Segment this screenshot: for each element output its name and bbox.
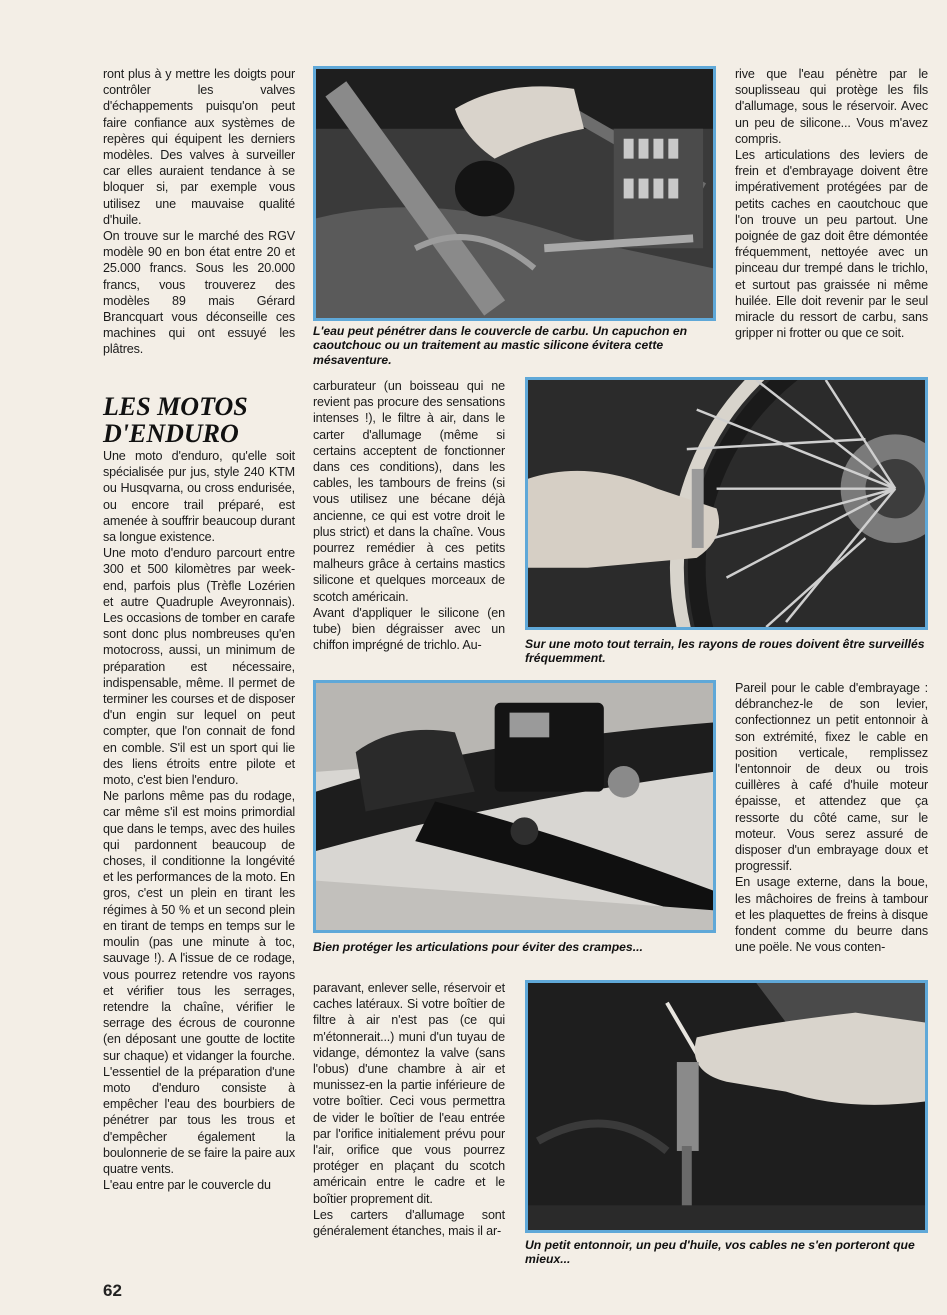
paragraph: Les carters d'allumage sont généralement étanches, mais il ar- xyxy=(313,1207,505,1239)
photo-carburetor-cover xyxy=(313,66,716,321)
photo-lever-articulation xyxy=(313,680,716,933)
caption-carburetor: L'eau peut pénétrer dans le couvercle de carbu. Un capuchon en caoutchouc ou un traitement au mastic silicone évitera cette mésaventure. xyxy=(313,324,688,367)
headline-line-2: D'ENDURO xyxy=(103,419,239,448)
paragraph: En usage externe, dans la boue, les mâchoires de freins à tambour et les plaquettes de freins à disque fondent comme du beurre dans une poële. Ne vous conten- xyxy=(735,875,928,955)
paragraph: Les articulations des leviers de frein et d'embrayage doivent être impérativement protégées par de petits caches en caoutchouc que l'on trouve un peu partout. Une poignée de gaz doit être démontée fréquemment, nettoyée avec un pinceau dur trempé dans le trichlo, et surtout pas graissée ni même huilée. Elle doit revenir par le seul miracle du ressort de carbu, sans gripper ni frotter ou que ce soit. xyxy=(735,148,928,341)
photo-wheel-spokes xyxy=(525,377,928,630)
article-column-left-top xyxy=(103,66,295,358)
paragraph: Pareil pour le cable d'embrayage : débranchez-le de son levier, confectionnez un petit entonnoir à son extrémité, fixez le cable en position verticale, remplissez l'entonnoir de deux ou trois cuillères à café d'huile moteur épaisse, et attendez que ça ressorte du côté came, sur le moteur. Vous serez assuré de disposer d'un embrayage doux et progressif. xyxy=(735,681,928,874)
paragraph: Ne parlons même pas du rodage, car même s'il est moins primordial que dans le temps, avec des huiles qui pardonnent beaucoup de choses, il conditionne la longévité et les performances de la moto. En gros, c'est un plein en tirant les régimes à 50 % et un second plein en tirant de temps en temps sur le moulin (pas une minute à toc, sauvage !). A l'issue de ce rodage, vous pourrez retendre vos rayons et vérifier tous les serrages, retendre la chaîne, vérifier le serrage des écrous de couronne (en déposant une goutte de loctite sur chaque) et vidanger la fourche. L'essentiel de la préparation d'une moto d'enduro consiste à empêcher l'eau des bourbiers de pénétrer par tous les trous et d'empêcher également la boulonnerie de se faire la paire aux quatre vents. xyxy=(103,789,295,1176)
wheel-spokes-photo-image xyxy=(528,380,925,627)
photo-oil-funnel xyxy=(525,980,928,1233)
paragraph: On trouve sur le marché des RGV modèle 90 en bon état entre 20 et 25.000 francs. Sous les 20.000 francs, vous trouverez des modèles 89 mais Gérard Brancquart vous déconseille ces machines qui ont essuyé les plâtres. xyxy=(103,229,295,357)
article-column-right-middle xyxy=(735,680,928,955)
article-column-right-top xyxy=(735,66,928,341)
paragraph: Une moto d'enduro parcourt entre 300 et 500 kilomètres par week-end, parfois plus (Trèfle Lozérien et autre Quadruple Aveyronnais). Les occasions de tomber en carafe sont donc plus nombreuses qu'en motocross, aussi, un minimum de préparation est nécessaire, indispensable, même. Il permet de terminer les courses et de disposer d'un engin sur lequel on peut compter, que l'on connait de fond en comble. S'il est un sport qui lie des liens étroits entre pilote et moto, c'est bien l'enduro. xyxy=(103,546,295,788)
paragraph: carburateur (un boisseau qui ne revient pas procure des sensations intenses !), le filtre à air, dans le carter d'allumage (même si certains acceptent de fonctionner dans ces conditions), dans les cables, les tambours de freins (si vous utilisez une bécane déjà ancienne, ce qui est votre droit le plus strict) et dans la chaîne. Vous pourrez remédier à ces petits malheurs grâce à certains mastics silicone et quelques morceaux de scotch américain. xyxy=(313,379,505,604)
article-column-center-middle xyxy=(313,378,505,653)
caption-lever: Bien protéger les articulations pour éviter des crampes... xyxy=(313,940,643,954)
article-column-left-bottom xyxy=(103,448,295,1193)
headline-line-1: LES MOTOS xyxy=(103,392,248,421)
carburetor-photo-image xyxy=(316,69,713,318)
paragraph: Avant d'appliquer le silicone (en tube) bien dégraisser avec un chiffon imprégné de trichlo. Au- xyxy=(313,605,505,653)
paragraph: rive que l'eau pénètre par le souplisseau qui protège les fils d'allumage, sous le réservoir. Avec un peu de silicone... Vous m'avez compris. xyxy=(735,67,928,146)
page-number: 62 xyxy=(103,1281,122,1300)
paragraph: ront plus à y mettre les doigts pour contrôler les valves d'échappements puisqu'on peut faire confiance aux systèmes de repères qui équipent les derniers modèles. Des valves à surveiller car elles auraient tendance à se bloquer si, par exemple vous utilisez une mauvaise qualité d'huile. xyxy=(103,67,295,227)
article-column-center-bottom xyxy=(313,980,505,1239)
funnel-photo-image xyxy=(528,983,925,1230)
section-headline xyxy=(103,393,298,447)
paragraph: paravant, enlever selle, réservoir et caches latéraux. Si votre boîtier de filtre à air n'est pas (ce qui m'étonnerait...) muni d'un tuyau de vidange, démontez la valve (sans l'obus) d'une chambre à air et munissez-en la partie inférieure de votre boîtier. Ceci vous permettra de vider le boîtier de l'eau entrée par l'orifice initialement prévu pour l'air, orifice que vous pourrez protéger en plaçant du scotch américain entre le cadre et le boîtier proprement dit. xyxy=(313,981,505,1206)
lever-photo-image xyxy=(316,683,713,930)
paragraph: L'eau entre par le couvercle du xyxy=(103,1178,271,1193)
paragraph: Une moto d'enduro, qu'elle soit spécialisée pur jus, style 240 KTM ou Husqvarna, ou cross endurisée, ou encore trail préparé, est amenée à souffrir beaucoup durant sa longue existence. xyxy=(103,449,295,545)
caption-wheel-spokes: Sur une moto tout terrain, les rayons de roues doivent être surveillés fréquemment. xyxy=(525,637,925,666)
caption-funnel: Un petit entonnoir, un peu d'huile, vos cables ne s'en porteront que mieux... xyxy=(525,1238,915,1267)
